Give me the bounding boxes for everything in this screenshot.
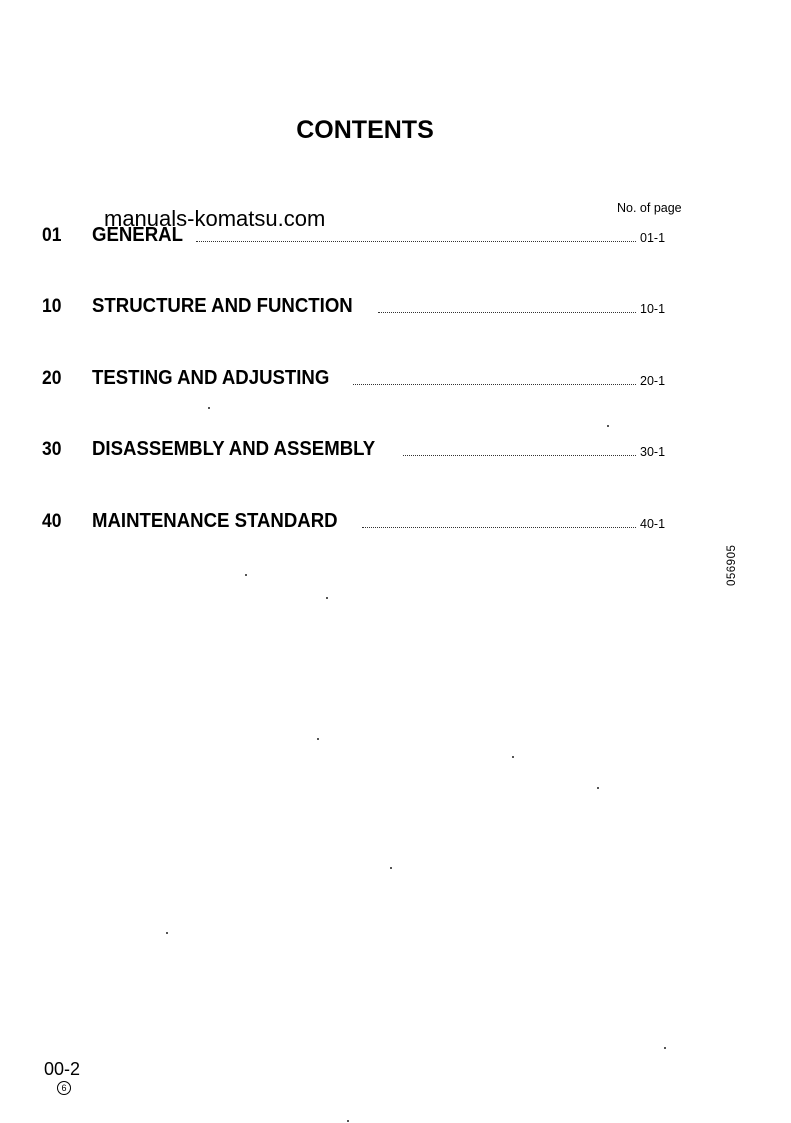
footer-page-number: 00-2 [44,1059,81,1079]
toc-entry-label: DISASSEMBLY AND ASSEMBLY [92,438,376,460]
toc-entry-structure-and-function[interactable] [42,292,672,318]
scan-speck [512,756,514,758]
scan-speck [245,574,247,576]
footer-revision-mark: 6 [57,1081,71,1095]
scan-speck [607,425,609,427]
toc-entry-page: 40-1 [640,517,666,531]
scan-speck [208,407,210,409]
page-title: CONTENTS [296,116,434,144]
toc-entry-label: GENERAL [92,224,183,246]
scan-speck [166,932,168,934]
toc-entry-testing-and-adjusting[interactable] [42,364,672,390]
leader-dots [403,454,636,456]
toc-entry-page: 30-1 [640,445,666,459]
column-header-no-of-page: No. of page [617,201,682,215]
toc-entry-maintenance-standard[interactable] [42,507,672,533]
leader-dots [362,526,636,528]
toc-entry-disassembly-and-assembly[interactable] [42,435,672,461]
leader-dots [378,311,636,313]
toc-entry-page: 10-1 [640,302,666,316]
toc-entry-number: 30 [42,439,62,460]
toc-entry-label: TESTING AND ADJUSTING [92,367,330,389]
scan-speck [597,787,599,789]
toc-entry-number: 10 [42,296,62,317]
toc-entry-page: 01-1 [640,231,666,245]
scan-speck [317,738,319,740]
toc-entry-number: 40 [42,511,62,532]
scan-speck [347,1120,349,1122]
toc-entry-page: 20-1 [640,374,666,388]
scan-speck [326,597,328,599]
leader-dots [196,240,636,242]
side-document-code: 056905 [726,544,738,586]
scan-speck [664,1047,666,1049]
scan-speck [390,867,392,869]
toc-entry-number: 01 [42,225,62,246]
toc-entry-number: 20 [42,368,62,389]
watermark-text: manuals-komatsu.com [104,206,326,231]
toc-entry-label: MAINTENANCE STANDARD [92,510,338,532]
toc-entry-label: STRUCTURE AND FUNCTION [92,295,353,317]
leader-dots [353,383,636,385]
